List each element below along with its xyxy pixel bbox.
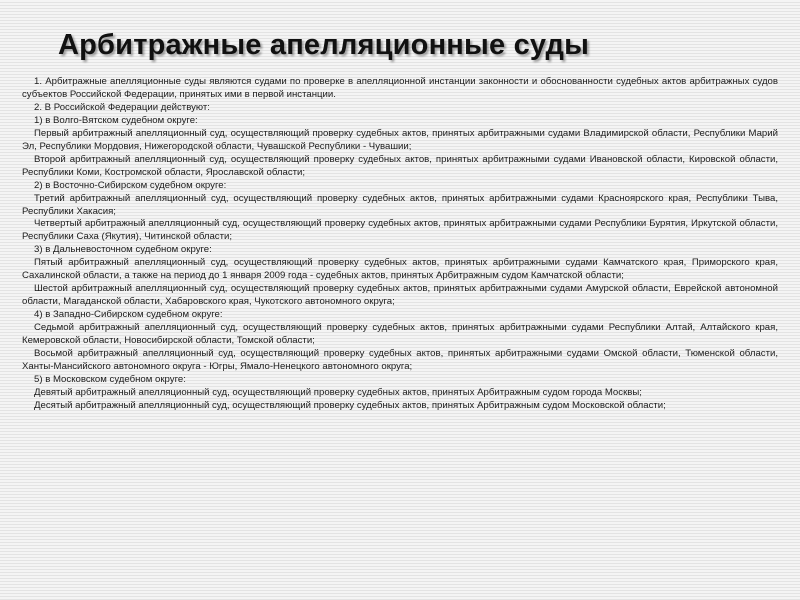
court-item-7: Седьмой арбитражный апелляционный суд, осуществляющий проверку судебных актов, принятых арбитражными судами Республики Алтай, Алтайского края, Кемеровской области, Новосибирской области, Томской области; [22, 322, 778, 347]
court-item-10: Десятый арбитражный апелляционный суд, осуществляющий проверку судебных актов, принятых Арбитражным судом Московской области; [34, 399, 666, 411]
slide-title: Арбитражные апелляционные суды [58, 29, 590, 62]
court-item-6: Шестой арбитражный апелляционный суд, осуществляющий проверку судебных актов, принятых арбитражными судами Амурской области, Еврейской автономной области, Магаданской области, Хабаровского края, Чукотского автономного округа; [22, 283, 778, 308]
court-item-5: Пятый арбитражный апелляционный суд, осуществляющий проверку судебных актов, принятых арбитражными судами Камчатского края, Приморского края, Сахалинской области, а также на период до 1 января 2009 года - судебных актов, принятых Арбитражным судом Камчатской области; [22, 257, 778, 282]
district-moscow: 5) в Московском судебном округе: [34, 373, 186, 385]
paragraph-article-1: 1. Арбитражные апелляционные суды являются судами по проверке в апелляционной инстанции законности и обоснованности судебных актов арбитражных судов субъектов Российской Федерации, принятых ими в первой инстанции. [22, 76, 778, 100]
court-item-2: Второй арбитражный апелляционный суд, осуществляющий проверку судебных актов, принятых арбитражными судами Ивановской области, Кировской области, Республики Коми, Костромской области, Ярославской области; [22, 153, 778, 178]
court-item-9: Девятый арбитражный апелляционный суд, осуществляющий проверку судебных актов, принятых Арбитражным судом города Москвы; [34, 386, 642, 398]
paragraph-article-2: 2. В Российской Федерации действуют: [34, 101, 210, 113]
court-item-4: Четвертый арбитражный апелляционный суд, осуществляющий проверку судебных актов, принятых арбитражными судами Республики Бурятия, Иркутской области, Республики Саха (Якутия), Читинской области; [22, 218, 778, 243]
district-volgo-vyatsky: 1) в Волго-Вятском судебном округе: [34, 114, 198, 126]
body-text [22, 76, 778, 413]
district-east-siberian: 2) в Восточно-Сибирском судебном округе: [34, 179, 227, 191]
court-item-8: Восьмой арбитражный апелляционный суд, осуществляющий проверку судебных актов, принятых арбитражными судами Омской области, Тюменской области, Ханты-Мансийского автономного округа - Югры, Ямало-Ненецкого автономного округа; [22, 348, 778, 372]
district-far-eastern: 3) в Дальневосточном судебном округе: [34, 244, 212, 256]
district-west-siberian: 4) в Западно-Сибирском судебном округе: [34, 309, 223, 321]
court-item-1: Первый арбитражный апелляционный суд, осуществляющий проверку судебных актов, принятых арбитражными судами Владимирской области, Республики Марий Эл, Республики Мордовия, Нижегородской области, Чувашской Республики - Чувашии; [22, 127, 778, 152]
court-item-3: Третий арбитражный апелляционный суд, осуществляющий проверку судебных актов, принятых арбитражными судами Красноярского края, Республики Тыва, Республики Хакасия; [22, 192, 778, 217]
